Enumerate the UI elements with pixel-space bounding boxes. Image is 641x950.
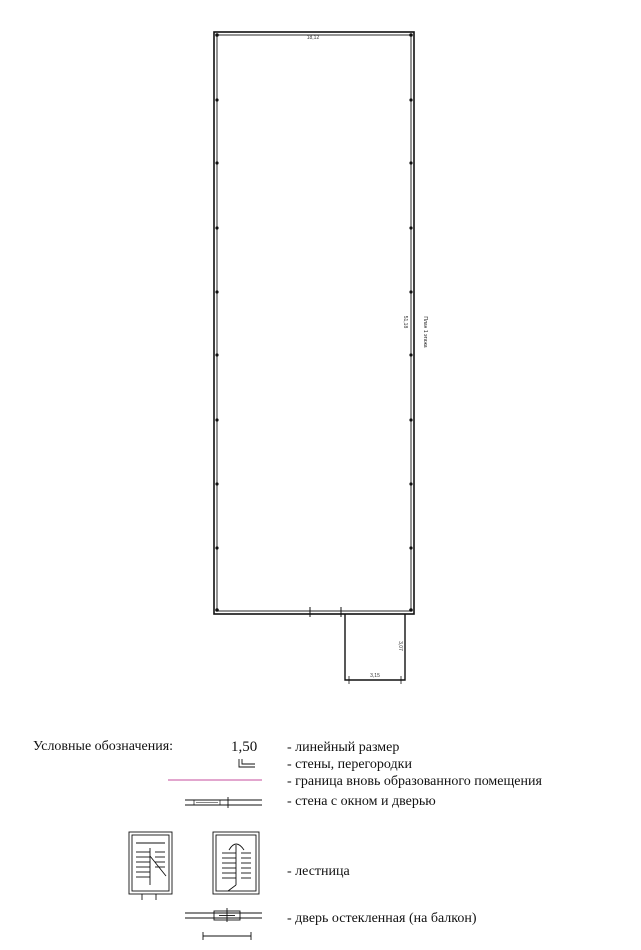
legend-item-wall-window-door: - стена с окном и дверью	[287, 794, 436, 809]
main-hall-inner-wall	[217, 35, 411, 611]
legend-item-walls-partitions: - стены, перегородки	[287, 757, 412, 772]
annex-dimension-bottom: 3,15	[370, 673, 380, 679]
column-markers	[215, 33, 413, 612]
annex-room-wall	[345, 614, 405, 680]
legend-item-new-room-boundary: - граница вновь образованного помещения	[287, 774, 542, 789]
legend-item-glazed-door: - дверь остекленная (на балкон)	[287, 911, 477, 926]
main-hall-outer-wall	[214, 32, 414, 614]
plan-title: План 1 этажа	[422, 316, 428, 348]
legend-item-staircase: - лестница	[287, 864, 350, 879]
annex-dimension-side: 3,07	[397, 641, 403, 651]
legend-item-linear-dimension: - линейный размер	[287, 740, 400, 755]
legend-title: Условные обозначения:	[33, 739, 174, 754]
dimension-side: 51,18	[402, 315, 408, 329]
dimension-top: 18,12	[306, 35, 320, 41]
linear-dimension-symbol: 1,50	[231, 739, 258, 755]
